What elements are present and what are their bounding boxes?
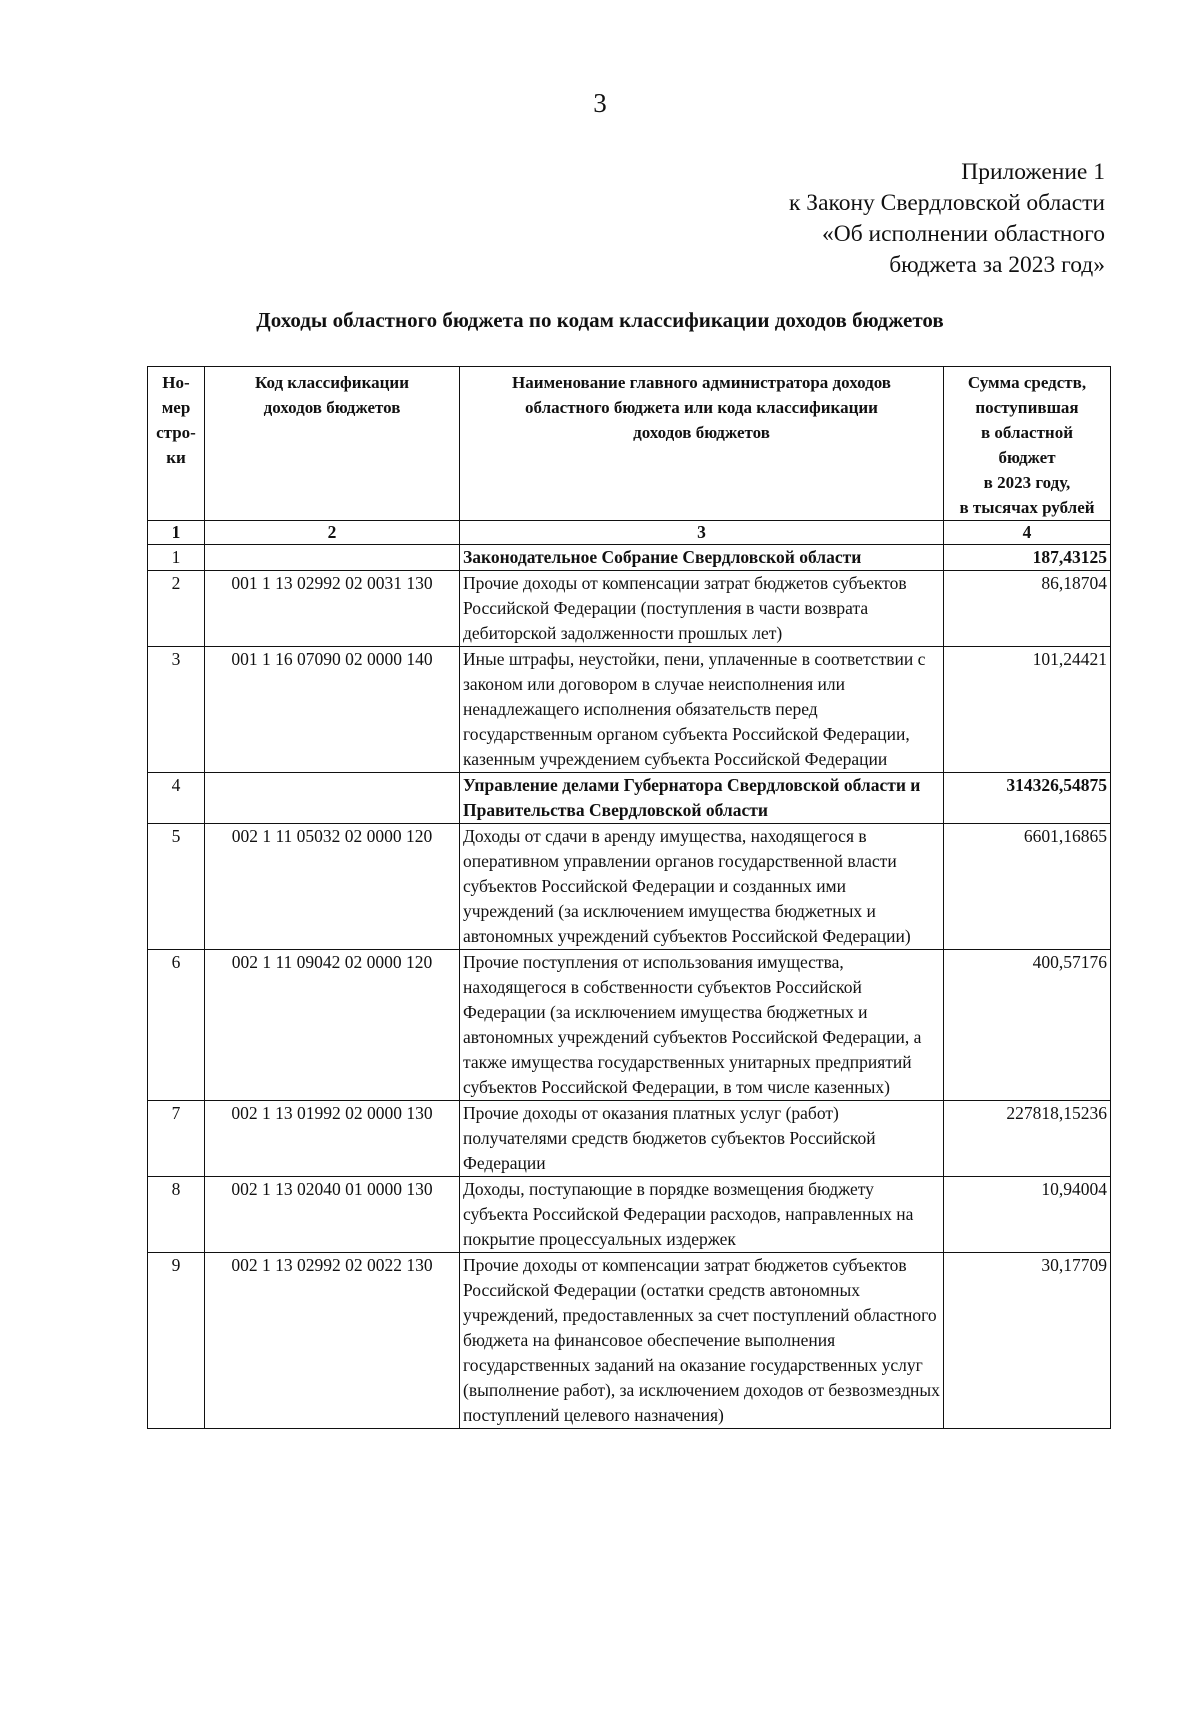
table-row — [148, 1177, 1111, 1253]
header-sum — [944, 367, 1111, 521]
row-number-cell: 7 — [148, 1101, 205, 1177]
header-line: в областной — [980, 423, 1074, 442]
header-line: областного бюджета или кода классификации — [525, 398, 878, 417]
header-line: Код классификации — [254, 373, 410, 392]
code-cell: 002 1 13 02992 02 0022 130 — [205, 1253, 460, 1429]
header-row-number — [148, 367, 205, 521]
column-number-row — [148, 521, 1111, 545]
header-line: доходов бюджетов — [263, 398, 401, 417]
header-line: мер — [161, 398, 191, 417]
header-line: в тысячах рублей — [959, 498, 1095, 517]
name-cell: Прочие доходы от компенсации затрат бюджетов субъектов Российской Федерации (остатки средств автономных учреждений, предоставленных за счет поступлений областного бюджета на финансовое обеспечение выполнения государственных заданий на оказание государственных услуг (выполнение работ), за исключением доходов от безвозмездных поступлений целевого назначения) — [460, 1253, 944, 1429]
header-line: бюджет — [998, 448, 1056, 467]
table-row — [148, 950, 1111, 1101]
name-cell: Иные штрафы, неустойки, пени, уплаченные в соответствии с законом или договором в случае неисполнения или ненадлежащего исполнения обязательств перед государственным органом субъекта Российской Федерации, казенным учреждением субъекта Российской Федерации — [460, 647, 944, 773]
code-cell: 001 1 16 07090 02 0000 140 — [205, 647, 460, 773]
header-line: ки — [166, 448, 186, 467]
row-number-cell: 4 — [148, 773, 205, 824]
table-row — [148, 1253, 1111, 1429]
table-row — [148, 545, 1111, 571]
header-line: поступившая — [975, 398, 1079, 417]
name-cell: Законодательное Собрание Свердловской области — [460, 545, 944, 571]
appendix-line: бюджета за 2023 год» — [889, 252, 1105, 278]
code-cell: 001 1 13 02992 02 0031 130 — [205, 571, 460, 647]
sum-cell: 101,24421 — [944, 647, 1111, 773]
code-cell: 002 1 13 02040 01 0000 130 — [205, 1177, 460, 1253]
sum-cell: 314326,54875 — [944, 773, 1111, 824]
code-cell: 002 1 11 09042 02 0000 120 — [205, 950, 460, 1101]
name-cell: Доходы, поступающие в порядке возмещения бюджету субъекта Российской Федерации расходов, направленных на покрытие процессуальных издержек — [460, 1177, 944, 1253]
row-number-cell: 9 — [148, 1253, 205, 1429]
header-name — [460, 367, 944, 521]
row-number-cell: 5 — [148, 824, 205, 950]
table-body — [148, 545, 1111, 1429]
appendix-line: Приложение 1 — [961, 159, 1105, 185]
name-cell: Доходы от сдачи в аренду имущества, находящегося в оперативном управлении органов государственной власти субъектов Российской Федерации и созданных ими учреждений (за исключением имущества бюджетных и автономных учреждений субъектов Российской Федерации) — [460, 824, 944, 950]
name-cell: Управление делами Губернатора Свердловской области и Правительства Свердловской области — [460, 773, 944, 824]
sum-cell: 400,57176 — [944, 950, 1111, 1101]
income-table — [147, 366, 1111, 1429]
table-row — [148, 571, 1111, 647]
table-row — [148, 773, 1111, 824]
appendix-line: к Закону Свердловской области — [789, 190, 1105, 216]
appendix-line: «Об исполнении областного — [821, 221, 1105, 247]
header-line: Наименование главного администратора доходов — [512, 373, 891, 392]
code-cell: 002 1 11 05032 02 0000 120 — [205, 824, 460, 950]
code-cell — [205, 773, 460, 824]
name-cell: Прочие поступления от использования имущества, находящегося в собственности субъектов Российской Федерации (за исключением имущества бюджетных и автономных учреждений субъектов Российской Федерации, а также имущества государственных унитарных предприятий субъектов Российской Федерации, в том числе казенных) — [460, 950, 944, 1101]
column-number: 3 — [460, 521, 944, 545]
column-number: 1 — [148, 521, 205, 545]
name-cell: Прочие доходы от компенсации затрат бюджетов субъектов Российской Федерации (поступления в части возврата дебиторской задолженности прошлых лет) — [460, 571, 944, 647]
code-cell: 002 1 13 01992 02 0000 130 — [205, 1101, 460, 1177]
row-number-cell: 8 — [148, 1177, 205, 1253]
code-cell — [205, 545, 460, 571]
table-row — [148, 824, 1111, 950]
row-number-cell: 2 — [148, 571, 205, 647]
row-number-cell: 1 — [148, 545, 205, 571]
appendix-note — [789, 157, 1105, 281]
row-number-cell: 6 — [148, 950, 205, 1101]
document-title: Доходы областного бюджета по кодам классификации доходов бюджетов — [256, 308, 944, 332]
row-number-cell: 3 — [148, 647, 205, 773]
sum-cell: 86,18704 — [944, 571, 1111, 647]
name-cell: Прочие доходы от оказания платных услуг (работ) получателями средств бюджетов субъектов Российской Федерации — [460, 1101, 944, 1177]
header-line: доходов бюджетов — [633, 423, 770, 442]
table-row — [148, 1101, 1111, 1177]
header-line: стро- — [156, 423, 196, 442]
sum-cell: 30,17709 — [944, 1253, 1111, 1429]
header-line: Но- — [162, 373, 190, 392]
header-code — [205, 367, 460, 521]
header-line: в 2023 году, — [983, 473, 1071, 492]
header-line: Сумма средств, — [967, 373, 1087, 392]
table-row — [148, 647, 1111, 773]
table-header-row — [148, 367, 1111, 521]
sum-cell: 187,43125 — [944, 545, 1111, 571]
sum-cell: 227818,15236 — [944, 1101, 1111, 1177]
page-number: 3 — [593, 88, 607, 118]
sum-cell: 6601,16865 — [944, 824, 1111, 950]
sum-cell: 10,94004 — [944, 1177, 1111, 1253]
column-number: 4 — [944, 521, 1111, 545]
column-number: 2 — [205, 521, 460, 545]
